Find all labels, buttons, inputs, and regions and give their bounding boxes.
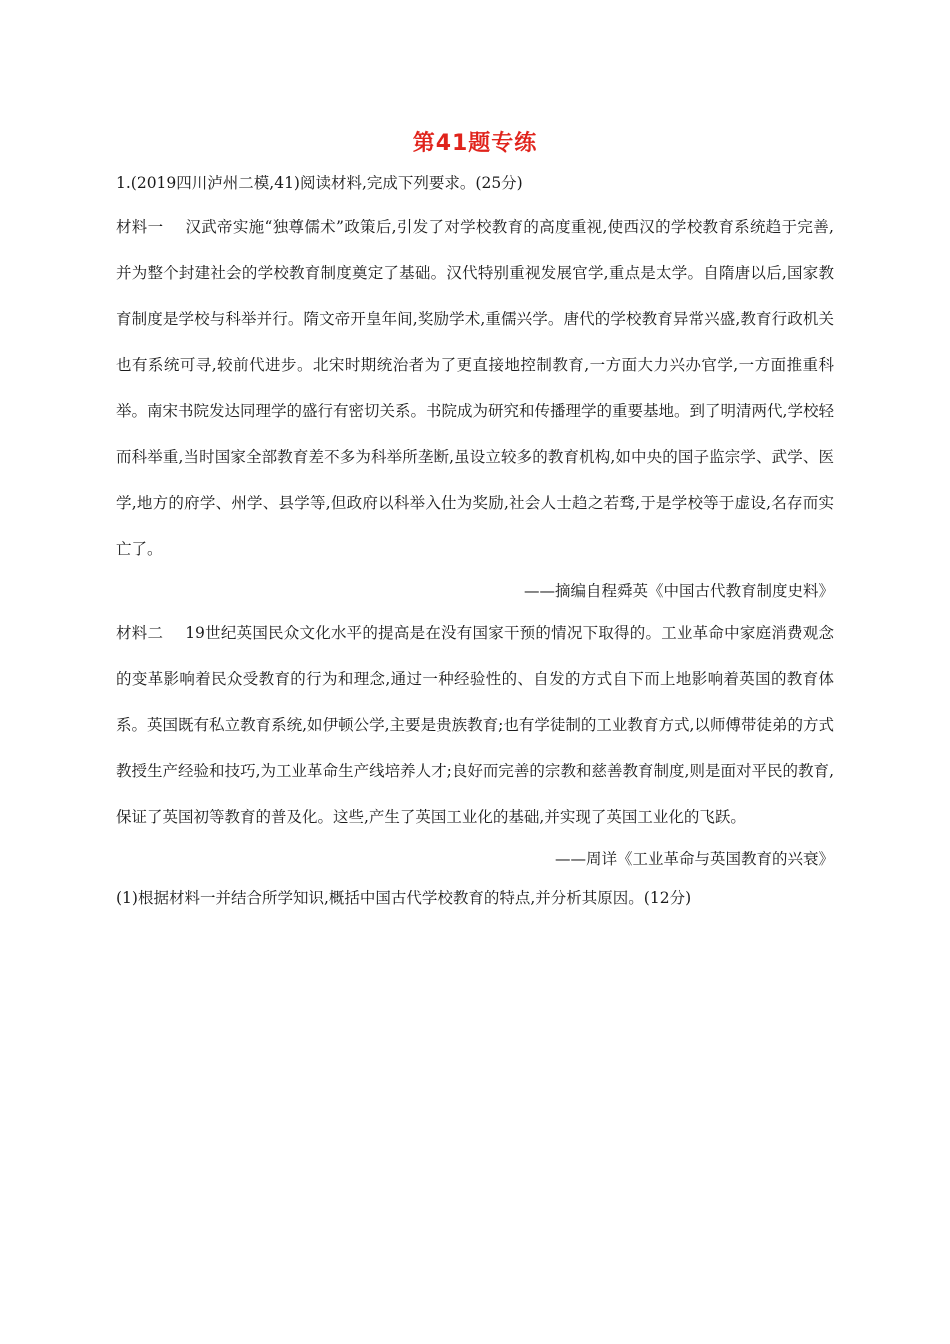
question-header: 1.(2019四川泸州二模,41)阅读材料,完成下列要求。(25分) [116, 174, 523, 192]
material-two-source: ——周详《工业革命与英国教育的兴衰》 [554, 850, 834, 868]
material-two-label: 材料二 [116, 624, 164, 642]
material-one-label: 材料一 [116, 218, 164, 236]
page-title: 第41题专练 [412, 131, 538, 156]
material-two [116, 610, 834, 840]
sub-question-1: (1)根据材料一并结合所学知识,概括中国古代学校教育的特点,并分析其原因。(12分) [116, 889, 692, 907]
material-one-source: ——摘编自程舜英《中国古代教育制度史料》 [523, 582, 834, 600]
material-two-text: 19世纪英国民众文化水平的提高是在没有国家干预的情况下取得的。工业革命中家庭消费观念的变革影响着民众受教育的行为和理念,通过一种经验性的、自发的方式自下而上地影响着英国的教育体系。英国既有私立教育系统,如伊顿公学,主要是贵族教育;也有学徒制的工业教育方式,以师傅带徒弟的方式教授生产经验和技巧,为工业革命生产线培养人才;良好而完善的宗教和慈善教育制度,则是面对平民的教育,保证了英国初等教育的普及化。这些,产生了英国工业化的基础,并实现了英国工业化的飞跃。 [116, 624, 834, 826]
material-one [116, 204, 834, 572]
question-content [116, 172, 834, 918]
material-one-text: 汉武帝实施“独尊儒术”政策后,引发了对学校教育的高度重视,使西汉的学校教育系统趋于完善,并为整个封建社会的学校教育制度奠定了基础。汉代特别重视发展官学,重点是太学。自隋唐以后,国家教育制度是学校与科举并行。隋文帝开皇年间,奖励学术,重儒兴学。唐代的学校教育异常兴盛,教育行政机关也有系统可寻,较前代进步。北宋时期统治者为了更直接地控制教育,一方面大力兴办官学,一方面推重科举。南宋书院发达同理学的盛行有密切关系。书院成为研究和传播理学的重要基地。到了明清两代,学校轻而科举重,当时国家全部教育差不多为科举所垄断,虽设立较多的教育机构,如中央的国子监宗学、武学、医学,地方的府学、州学、县学等,但政府以科举入仕为奖励,社会人士趋之若骛,于是学校等于虚设,名存而实亡了。 [116, 218, 834, 558]
